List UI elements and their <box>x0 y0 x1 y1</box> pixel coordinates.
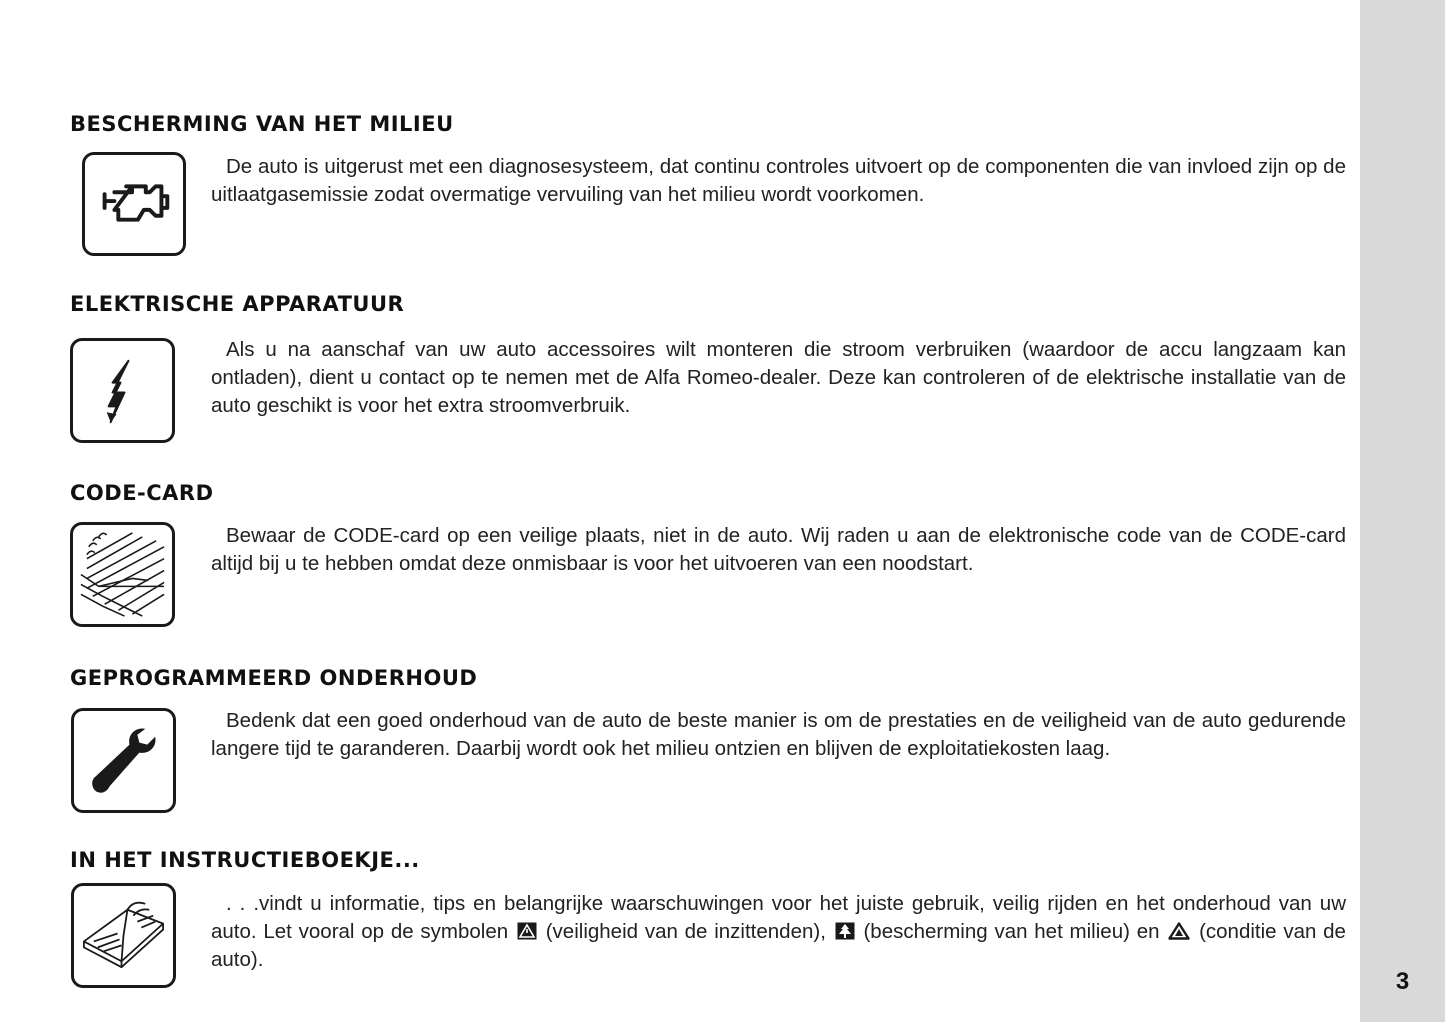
notebook-icon <box>70 522 175 627</box>
paragraph-environment: De auto is uitgerust met een diagnosesysteem, dat continu controles uitvoert op de componenten die van invloed zijn op de uitlaatgasemissie zodat overmatige vervuiling van het milieu wordt voorkomen. <box>211 155 1346 206</box>
manual-text-2: (veiligheid van de inzittenden), <box>545 920 826 943</box>
paragraph-electrical: Als u na aanschaf van uw auto accessoires wilt monteren die stroom verbruiken (waardoor de accu langzaam kan ontladen), dient u contact op te nemen met de Alfa Romeo-dealer. Deze kan controleren of de elektrische installatie van de auto geschikt is voor het extra stroomverbruik. <box>211 338 1346 417</box>
heading-electrical: ELEKTRISCHE APPARATUUR <box>70 292 405 316</box>
manual-text-1: . . .vindt u informatie, tips en belangrijke waarschuwingen voor het juiste gebruik, veilig rijden en het onderhoud van uw auto. Let vooral op de symbolen <box>211 892 1346 943</box>
paragraph-code-card: Bewaar de CODE-card op een veilige plaats, niet in de auto. Wij raden u aan de elektronische code van de CODE-card altijd bij u te hebben omdat deze onmisbaar is voor het uitvoeren van een noodstart. <box>211 524 1346 575</box>
open-book-icon <box>71 883 176 988</box>
paragraph-manual <box>211 890 1346 974</box>
heading-environment: BESCHERMING VAN HET MILIEU <box>70 112 454 136</box>
engine-icon <box>82 152 186 256</box>
heading-code-card: CODE-CARD <box>70 481 214 505</box>
environment-symbol-icon <box>835 922 855 940</box>
wrench-icon <box>71 708 176 813</box>
paragraph-maintenance: Bedenk dat een goed onderhoud van de auto de beste manier is om de prestaties en de veiligheid van de auto gedurende langere tijd te garanderen. Daarbij wordt ook het milieu ontzien en blijven de exploitatiekosten laag. <box>211 709 1346 760</box>
occupant-safety-symbol-icon <box>517 922 537 940</box>
manual-text-3: (bescherming van het milieu) en <box>863 920 1160 943</box>
manual-text-4: (conditie van de auto). <box>211 920 1346 971</box>
page-number: 3 <box>1395 968 1410 995</box>
side-band <box>1360 0 1445 1022</box>
lightning-icon <box>70 338 175 443</box>
heading-manual: IN HET INSTRUCTIEBOEKJE... <box>70 848 420 872</box>
car-condition-symbol-icon <box>1168 922 1190 940</box>
heading-maintenance: GEPROGRAMMEERD ONDERHOUD <box>70 666 478 690</box>
